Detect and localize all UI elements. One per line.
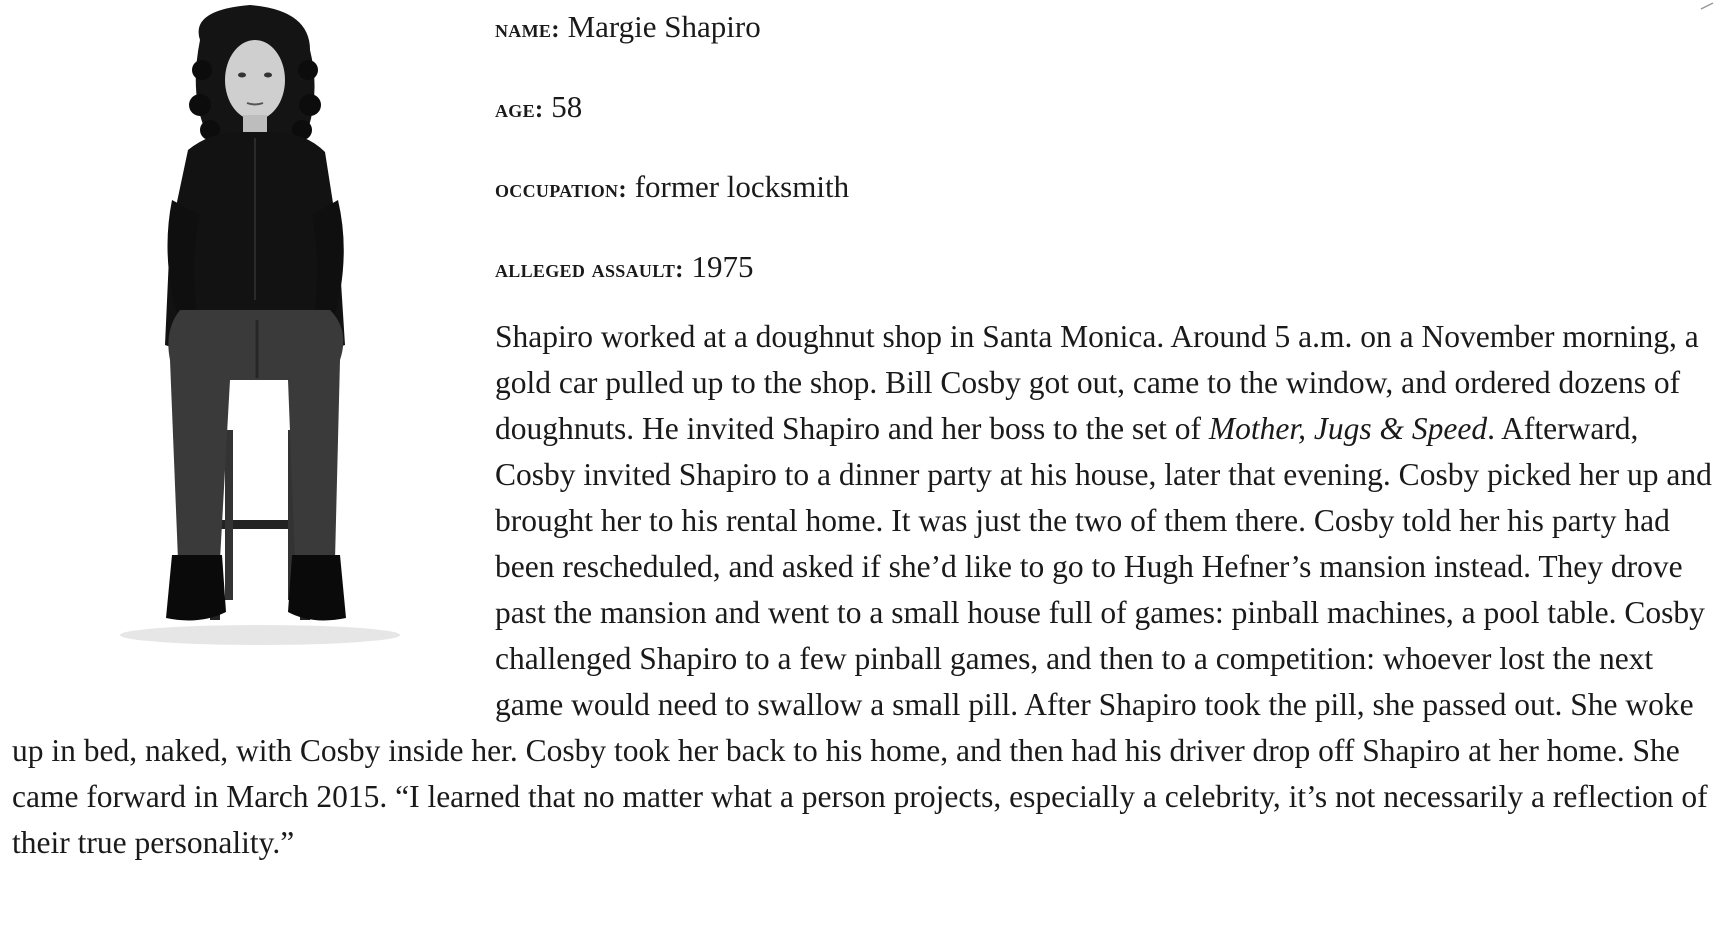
age-label: age: [495,96,544,123]
age-value: 58 [551,89,583,124]
occupation-label: occupation: [495,176,627,203]
assault-year-value: 1975 [691,249,754,284]
occupation-value: former locksmith [634,169,850,204]
name-value: Margie Shapiro [567,9,761,44]
film-title: Mother, Jugs & Speed [1208,411,1488,446]
profile-article [12,0,1712,866]
assault-label: alleged assault: [495,256,684,283]
corner-tick-icon [1699,2,1715,10]
name-label: name: [495,16,560,43]
story-text-part2: . Afterward, Cosby invited Shapiro to a dinner party at his house, later that evening. Cosby picked her up and brought her to his rental home. It was just the two of them there. Cosby told her his party had been rescheduled, and asked if she’d like to go to Hugh Hefner’s mansion instead. They drove past the mansion and went to a small house full of games: pinball machines, a pool table. Cosby challenged Shapiro to a few pinball games, and then to a competition: whoever lost the next game would need to swallow a small pill. After Shapiro took the pill, she passed out. She woke up in bed, naked, with Cosby inside her. Cosby took her back to his home, and then had his driver drop off Shapiro at her home. She came forward in March 2015. “I learned that no matter what a person projects, especially a celebrity, it’s not necessarily a reflection of their true personality.” [12,411,1712,860]
photo-spacer [12,0,495,718]
story-text-part1: Shapiro worked at a doughnut shop in Santa Monica. Around 5 a.m. on a November morning, a gold car pulled up to the shop. Bill Cosby got out, came to the window, and ordered dozens of doughnuts. He invited Shapiro and her boss to the set of [495,319,1699,446]
